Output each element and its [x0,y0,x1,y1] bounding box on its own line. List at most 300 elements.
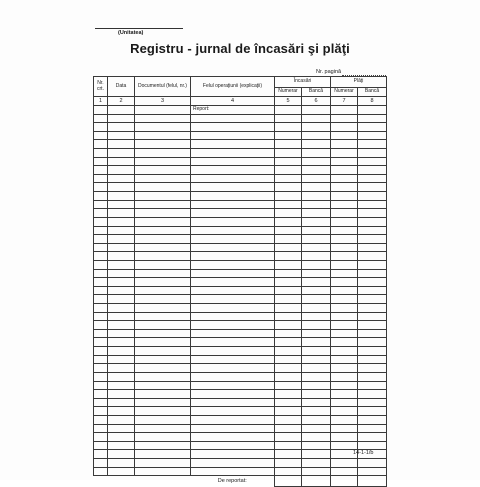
cell [358,321,387,330]
cell [108,183,135,192]
cell [135,424,191,433]
cell [108,390,135,399]
cell [275,321,302,330]
cell [135,217,191,226]
cell [331,372,358,381]
cell [135,329,191,338]
cell [358,347,387,356]
cell [358,252,387,261]
cell [108,286,135,295]
cell [275,286,302,295]
cell [108,312,135,321]
cell [302,433,331,442]
cell [331,424,358,433]
cell [358,149,387,158]
table-row [94,372,387,381]
cell [108,166,135,175]
cell [94,209,108,218]
cell [331,131,358,140]
table-row [94,381,387,390]
cell [302,398,331,407]
cell [94,123,108,132]
cell [108,157,135,166]
cell [94,200,108,209]
header-plati-numerar: Numerar [331,88,358,97]
cell [358,458,387,467]
cell [358,174,387,183]
cell [302,424,331,433]
cell [94,381,108,390]
cell [94,269,108,278]
cell [358,123,387,132]
cell [191,260,275,269]
cell [302,209,331,218]
cell [191,278,275,287]
table-row [94,441,387,450]
cell [191,321,275,330]
cell [108,398,135,407]
cell [191,304,275,313]
cell [94,364,108,373]
cell [108,106,135,115]
cell [108,433,135,442]
cell [275,260,302,269]
cell [302,415,331,424]
column-number: 2 [108,97,135,106]
cell [108,467,135,476]
table-row [94,192,387,201]
cell [135,415,191,424]
cell [358,131,387,140]
cell [331,123,358,132]
cell [108,252,135,261]
form-code: 14-1-1/b [353,450,374,456]
table-row [94,123,387,132]
cell [94,390,108,399]
cell [135,338,191,347]
cell [302,372,331,381]
cell [108,192,135,201]
footer-blank [94,476,191,487]
cell [302,174,331,183]
table-row [94,390,387,399]
cell [331,321,358,330]
cell [358,183,387,192]
cell [135,235,191,244]
cell [358,200,387,209]
cell [94,329,108,338]
cell [331,286,358,295]
cell [135,123,191,132]
table-row [94,140,387,149]
cell [302,226,331,235]
cell [94,295,108,304]
cell [358,424,387,433]
cell [191,286,275,295]
cell [135,157,191,166]
cell [302,329,331,338]
cell [191,372,275,381]
cell [108,381,135,390]
header-plati-banca: Bancă [358,88,387,97]
cell [108,364,135,373]
cell [302,252,331,261]
cell [135,381,191,390]
column-number: 6 [302,97,331,106]
table-row [94,364,387,373]
cell [358,209,387,218]
cell [191,364,275,373]
cell [94,174,108,183]
cell [331,467,358,476]
cell [94,433,108,442]
cell [302,381,331,390]
table-row [94,106,387,115]
cell [331,235,358,244]
table-row [94,450,387,459]
cell [302,295,331,304]
cell [275,217,302,226]
unit-label: (Unitatea) [118,30,144,36]
cell [331,260,358,269]
cell [358,192,387,201]
cell [358,106,387,115]
column-number-row [94,97,387,106]
table-row [94,407,387,416]
cell [135,372,191,381]
cell [302,217,331,226]
table-row [94,424,387,433]
cell [191,123,275,132]
cell [94,450,108,459]
column-number: 5 [275,97,302,106]
table-row [94,209,387,218]
cell [135,192,191,201]
cell [135,355,191,364]
table-row [94,398,387,407]
cell [275,295,302,304]
cell [94,278,108,287]
cell [135,347,191,356]
cell [302,304,331,313]
cell [94,260,108,269]
table-row [94,329,387,338]
cell [331,140,358,149]
cell [302,278,331,287]
cell [275,192,302,201]
cell [94,441,108,450]
cell [135,450,191,459]
cell [191,415,275,424]
cell [302,114,331,123]
cell [191,140,275,149]
cell [191,200,275,209]
cell [302,441,331,450]
cell [108,355,135,364]
cell [331,200,358,209]
cell [94,235,108,244]
cell [108,450,135,459]
cell [94,149,108,158]
cell [302,286,331,295]
cell [94,424,108,433]
cell [302,450,331,459]
cell [302,235,331,244]
cell [94,347,108,356]
cell [108,372,135,381]
header-data: Data [108,77,135,97]
cell [135,166,191,175]
cell [191,114,275,123]
cell [275,364,302,373]
cell [302,467,331,476]
footer-row [94,476,387,487]
table-row [94,347,387,356]
cell [191,243,275,252]
cell [358,286,387,295]
cell [108,149,135,158]
table-row [94,114,387,123]
cell [302,269,331,278]
cell [358,260,387,269]
cell [302,390,331,399]
cell [358,338,387,347]
cell [358,157,387,166]
table-row [94,286,387,295]
table-row [94,226,387,235]
cell [331,329,358,338]
cell [331,269,358,278]
cell [358,467,387,476]
cell [275,235,302,244]
page-title: Registru - jurnal de încasări şi plăţi [130,41,350,56]
cell [331,106,358,115]
cell [302,355,331,364]
cell [135,226,191,235]
cell [94,286,108,295]
table-row [94,131,387,140]
cell [135,269,191,278]
cell [331,192,358,201]
cell [94,106,108,115]
cell [302,183,331,192]
cell [358,295,387,304]
cell [358,114,387,123]
table-row [94,183,387,192]
cell [302,476,331,487]
cell [331,252,358,261]
cell [191,398,275,407]
cell [358,269,387,278]
cell [302,312,331,321]
cell [191,217,275,226]
cell [331,304,358,313]
cell [94,355,108,364]
cell [275,338,302,347]
cell [358,304,387,313]
cell [135,286,191,295]
cell [331,381,358,390]
table-row [94,321,387,330]
cell [358,312,387,321]
cell [331,174,358,183]
cell [191,149,275,158]
cell [275,407,302,416]
cell [94,338,108,347]
cell [331,476,358,487]
cell [94,183,108,192]
footer-label: De reportat: [191,476,275,487]
cell [331,441,358,450]
cell [358,140,387,149]
header-incasari: Încasări [275,77,331,88]
cell [275,467,302,476]
cell [275,390,302,399]
column-number: 4 [191,97,275,106]
cell [94,192,108,201]
cell [302,123,331,132]
table-row [94,295,387,304]
cell [94,398,108,407]
cell [108,329,135,338]
cell [94,415,108,424]
cell [302,407,331,416]
cell [191,338,275,347]
cell [331,458,358,467]
cell [275,347,302,356]
cell [191,131,275,140]
cell [191,235,275,244]
cell [135,114,191,123]
cell [275,252,302,261]
table-row [94,433,387,442]
cell [331,183,358,192]
table-row [94,355,387,364]
cell [135,260,191,269]
cell [191,450,275,459]
cell [358,235,387,244]
cell [191,355,275,364]
cell [135,390,191,399]
cell [358,364,387,373]
cell [108,321,135,330]
cell [331,209,358,218]
table-row [94,260,387,269]
cell [108,269,135,278]
cell [191,424,275,433]
cell [191,347,275,356]
cell [135,252,191,261]
cell [358,278,387,287]
cell [135,433,191,442]
cell [94,407,108,416]
column-number: 1 [94,97,108,106]
cell [191,166,275,175]
cell [275,355,302,364]
table-row [94,243,387,252]
cell [108,260,135,269]
cell [358,407,387,416]
cell [358,390,387,399]
cell [275,415,302,424]
cell [191,209,275,218]
cell [275,476,302,487]
table-row [94,338,387,347]
cell [94,467,108,476]
table-row [94,312,387,321]
unit-signature-line [95,28,183,29]
cell [358,441,387,450]
cell [94,252,108,261]
cell [94,140,108,149]
cell [191,381,275,390]
cell [108,295,135,304]
cell [275,243,302,252]
cell [302,338,331,347]
cell [275,166,302,175]
column-number: 8 [358,97,387,106]
table-row [94,467,387,476]
cell [94,372,108,381]
cell [191,390,275,399]
cell [358,415,387,424]
header-incasari-banca: Bancă [302,88,331,97]
cell [191,192,275,201]
cell [191,312,275,321]
cell [108,304,135,313]
cell [191,183,275,192]
cell [275,200,302,209]
cell [275,131,302,140]
cell [331,157,358,166]
cell [108,131,135,140]
cell [358,355,387,364]
report-label: Report: [191,106,275,115]
cell [331,226,358,235]
cell [358,433,387,442]
cell [94,131,108,140]
cell [108,114,135,123]
cell [191,252,275,261]
cell [94,226,108,235]
cell [302,166,331,175]
cell [135,458,191,467]
cell [275,433,302,442]
cell [331,398,358,407]
cell [331,407,358,416]
cell [302,364,331,373]
cell [135,106,191,115]
cell [135,407,191,416]
cell [108,278,135,287]
cell [275,312,302,321]
cell [275,140,302,149]
cell [331,149,358,158]
cell [275,398,302,407]
cell [331,166,358,175]
cell [275,269,302,278]
cell [358,398,387,407]
cell [135,295,191,304]
column-number: 3 [135,97,191,106]
table-row [94,235,387,244]
cell [94,217,108,226]
table-row [94,149,387,158]
table-row [94,278,387,287]
cell [302,347,331,356]
cell [135,278,191,287]
cell [358,243,387,252]
